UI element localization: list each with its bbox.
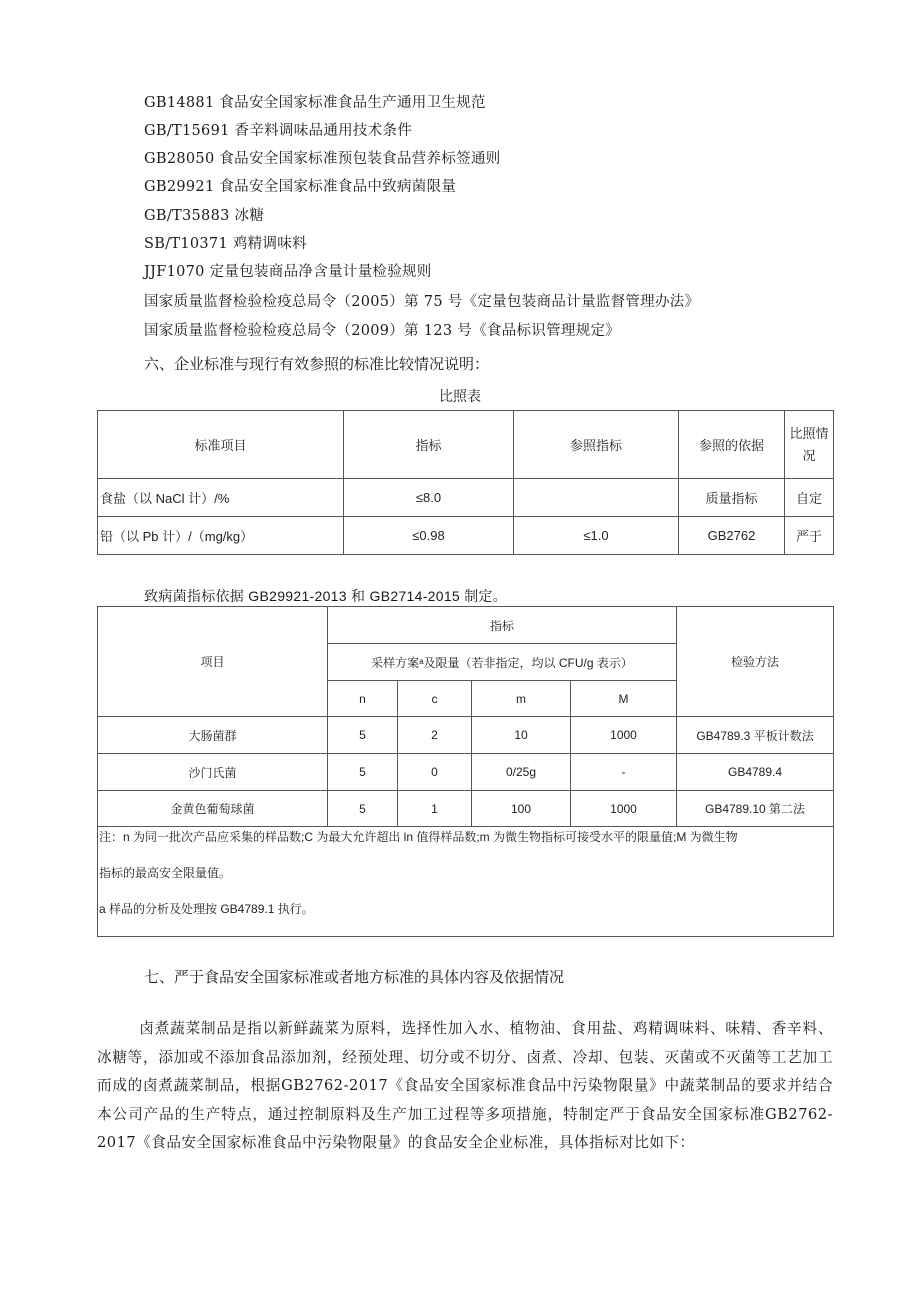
section-7-paragraph — [97, 1015, 833, 1158]
header-indicator: 指标 — [328, 607, 677, 644]
reference-item: GB28050 食品安全国家标准预包装食品营养标签通则 — [144, 151, 501, 167]
header-cell: 参照的依据 — [679, 411, 785, 479]
section-6-heading: 六、企业标准与现行有效参照的标准比较情况说明： — [144, 355, 490, 373]
table-cell: - — [571, 754, 677, 791]
table-cell: 自定 — [785, 479, 834, 517]
reference-item: GB/T35883 冰糖 — [144, 208, 265, 224]
table-cell: 2 — [398, 717, 472, 754]
reference-item: SB/T10371 鸡精调味料 — [144, 236, 307, 252]
table-cell: 大肠菌群 — [98, 717, 328, 754]
table-cell: 食盐（以 NaCl 计）/% — [98, 479, 344, 517]
reference-item: 国家质量监督检验检疫总局令（2005）第 75 号《定量包装商品计量监督管理办法》 — [144, 294, 700, 310]
table-cell: 1 — [398, 791, 472, 827]
note-line: 注：n 为同一批次产品应采集的样品数;C 为最大允许超出 ln 值得样品数;m 为微生物指标可接受水平的限量值;M 为微生物 — [99, 830, 738, 844]
reference-item: 国家质量监督检验检疫总局令（2009）第 123 号《食品标识管理规定》 — [144, 323, 621, 339]
note-line: a 样品的分析及处理按 GB4789.1 执行。 — [99, 902, 314, 916]
table-row — [98, 479, 834, 517]
table-row — [98, 717, 834, 754]
section-7-heading: 七、严于食品安全国家标准或者地方标准的具体内容及依据情况 — [144, 968, 565, 986]
table-cell: 5 — [328, 717, 398, 754]
subheader-c: c — [398, 681, 472, 717]
table-cell: ≤1.0 — [514, 517, 679, 555]
header-cell: 参照指标 — [514, 411, 679, 479]
note-line: 指标的最高安全限量值。 — [99, 866, 232, 880]
table-cell: 质量指标 — [679, 479, 785, 517]
reference-item: GB29921 食品安全国家标准食品中致病菌限量 — [144, 179, 457, 195]
header-sampling: 采样方案ᵃ及限量（若非指定，均以 CFU/g 表示） — [328, 644, 677, 681]
table-cell: 100 — [472, 791, 571, 827]
table-cell: 5 — [328, 791, 398, 827]
table-cell: ≤8.0 — [344, 479, 514, 517]
header-cell: 指标 — [344, 411, 514, 479]
reference-item: GB14881 食品安全国家标准食品生产通用卫生规范 — [144, 95, 486, 111]
table-cell: 0/25g — [472, 754, 571, 791]
table-cell: 0 — [398, 754, 472, 791]
table-cell: 10 — [472, 717, 571, 754]
table-header-row — [98, 411, 834, 479]
table-cell: 5 — [328, 754, 398, 791]
table-caption: 比照表 — [439, 389, 481, 405]
paragraph-text: 卤煮蔬菜制品是指以新鲜蔬菜为原料，选择性加入水、植物油、食用盐、鸡精调味料、味精、香辛料、冰糖等，添加或不添加食品添加剂，经预处理、切分或不切分、卤煮、冷却、包装、灭菌或不灭菌等工艺加工而成的卤煮蔬菜制品，根据GB2762-2017《食品安全国家标准食品中污染物限量》中蔬菜制品的要求并结合本公司产品的生产特点，通过控制原料及生产加工过程等多项措施，特制定严于食品安全国家标准GB2762-2017《食品安全国家标准食品中污染物限量》的食品安全企业标准，具体指标对比如下： — [97, 1020, 833, 1152]
table-row — [98, 791, 834, 827]
table-note-row — [98, 827, 834, 937]
subheader-n: n — [328, 681, 398, 717]
pathogen-table — [97, 606, 834, 937]
table-cell: GB4789.4 — [677, 754, 834, 791]
table-cell: 1000 — [571, 791, 677, 827]
table-row — [98, 517, 834, 555]
table-cell — [514, 479, 679, 517]
header-item: 项目 — [98, 607, 328, 717]
table-cell: 金黄色葡萄球菌 — [98, 791, 328, 827]
table-cell: GB2762 — [679, 517, 785, 555]
table-cell: 严于 — [785, 517, 834, 555]
table-cell: ≤0.98 — [344, 517, 514, 555]
reference-item: JJF1070 定量包装商品净含量计量检验规则 — [144, 264, 432, 280]
table-cell: 铅（以 Pb 计）/（mg/kg） — [98, 517, 344, 555]
subheader-m: m — [472, 681, 571, 717]
comparison-table — [97, 410, 834, 555]
table-cell: 沙门氏菌 — [98, 754, 328, 791]
reference-item: GB/T15691 香辛料调味品通用技术条件 — [144, 123, 413, 139]
table-note — [98, 827, 834, 937]
table-row — [98, 754, 834, 791]
header-method: 检验方法 — [677, 607, 834, 717]
subheader-M: M — [571, 681, 677, 717]
table-cell: 1000 — [571, 717, 677, 754]
table-cell: GB4789.10 第二法 — [677, 791, 834, 827]
table-cell: GB4789.3 平板计数法 — [677, 717, 834, 754]
pathogen-intro: 致病菌指标依据 GB29921-2013 和 GB2714-2015 制定。 — [144, 588, 508, 604]
header-cell: 比照情况 — [785, 411, 834, 479]
header-cell: 标准项目 — [98, 411, 344, 479]
